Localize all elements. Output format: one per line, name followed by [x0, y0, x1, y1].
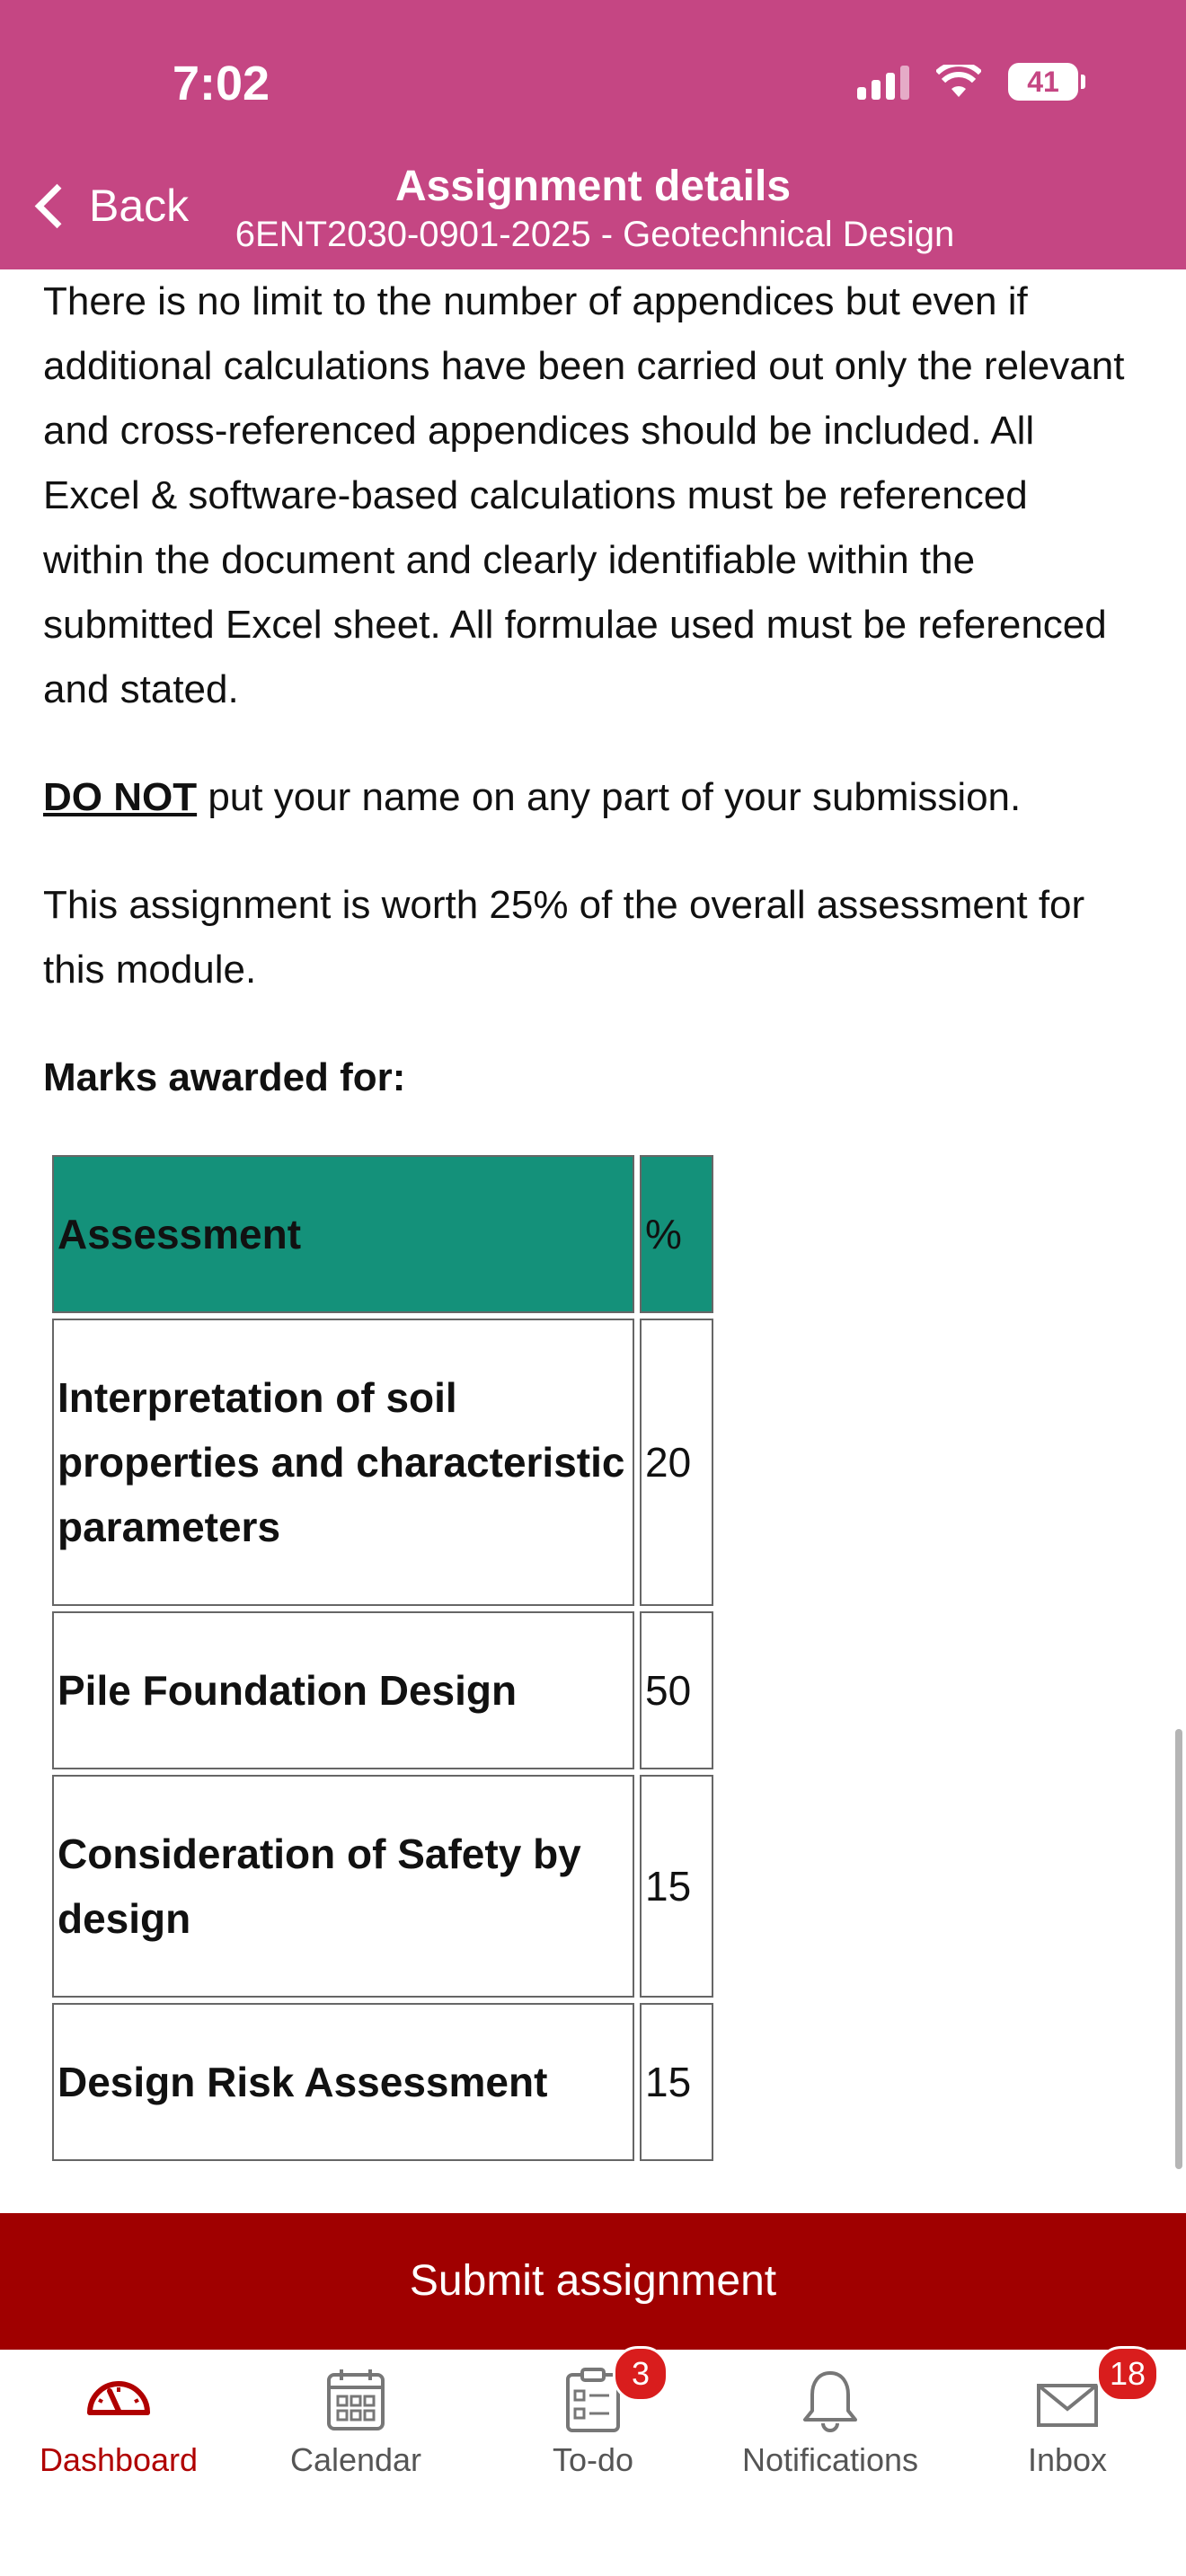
status-icons: [857, 63, 1078, 101]
bell-icon: [794, 2368, 866, 2432]
table-row: [52, 2003, 713, 2161]
table-header-row: [52, 1155, 713, 1313]
table-row: [52, 1775, 713, 1998]
submit-assignment-button[interactable]: Submit assignment: [0, 2213, 1186, 2350]
todo-badge: 3: [613, 2346, 668, 2402]
bottom-tab-bar: [0, 2350, 1186, 2576]
do-not-rest: put your name on any part of your submission.: [197, 775, 1022, 819]
page-title: Assignment details: [394, 163, 792, 210]
marks-table: [47, 1150, 719, 2166]
battery-icon: 41: [1008, 63, 1078, 101]
paragraph-do-not: [43, 765, 1139, 830]
row-percent: 15: [640, 2003, 713, 2161]
table-row: [52, 1611, 713, 1769]
tab-label: To-do: [552, 2441, 634, 2478]
row-percent: 15: [640, 1775, 713, 1998]
scrollbar[interactable]: [1175, 1729, 1182, 2169]
do-not-emphasis: DO NOT: [43, 775, 198, 819]
gauge-icon: [83, 2368, 155, 2425]
row-assessment: Design Risk Assessment: [52, 2003, 634, 2161]
row-assessment: Interpretation of soil properties and characteristic parameters: [52, 1319, 634, 1606]
inbox-badge: 18: [1096, 2346, 1159, 2402]
tab-label: Inbox: [1027, 2441, 1108, 2478]
row-assessment: Pile Foundation Design: [52, 1611, 634, 1769]
marks-heading: Marks awarded for:: [43, 1055, 406, 1099]
app-header: [0, 0, 1186, 269]
paragraph-appendices: There is no limit to the number of appendices but even if additional calculations have been carried out only the relevant and cross-referenced appendices should be included. All Excel & software-based calculations must be referenced within the document and clearly identifiable within the submitted Excel sheet. All formulae used must be referenced and stated.: [43, 279, 1125, 711]
paragraph-weighting: This assignment is worth 25% of the overall assessment for this module.: [43, 883, 1085, 992]
row-percent: 50: [640, 1611, 713, 1769]
table-row: [52, 1319, 713, 1606]
back-label: Back: [89, 181, 190, 231]
assignment-body: [43, 269, 1139, 1110]
status-time: 7:02: [173, 57, 270, 110]
tab-label: Notifications: [741, 2441, 919, 2478]
signal-icon: [857, 64, 909, 100]
page-subtitle: 6ENT2030-0901-2025 - Geotechnical Design: [235, 215, 955, 254]
row-assessment: Consideration of Safety by design: [52, 1775, 634, 1998]
wifi-icon: [936, 65, 981, 99]
header-percent: %: [640, 1155, 713, 1313]
tab-label: Calendar: [289, 2441, 422, 2478]
row-percent: 20: [640, 1319, 713, 1606]
calendar-icon: [320, 2368, 392, 2432]
header-titles: [0, 162, 1186, 255]
header-assessment: Assessment: [52, 1155, 634, 1313]
tab-label: Dashboard: [39, 2441, 199, 2478]
mail-icon: [1031, 2368, 1103, 2432]
